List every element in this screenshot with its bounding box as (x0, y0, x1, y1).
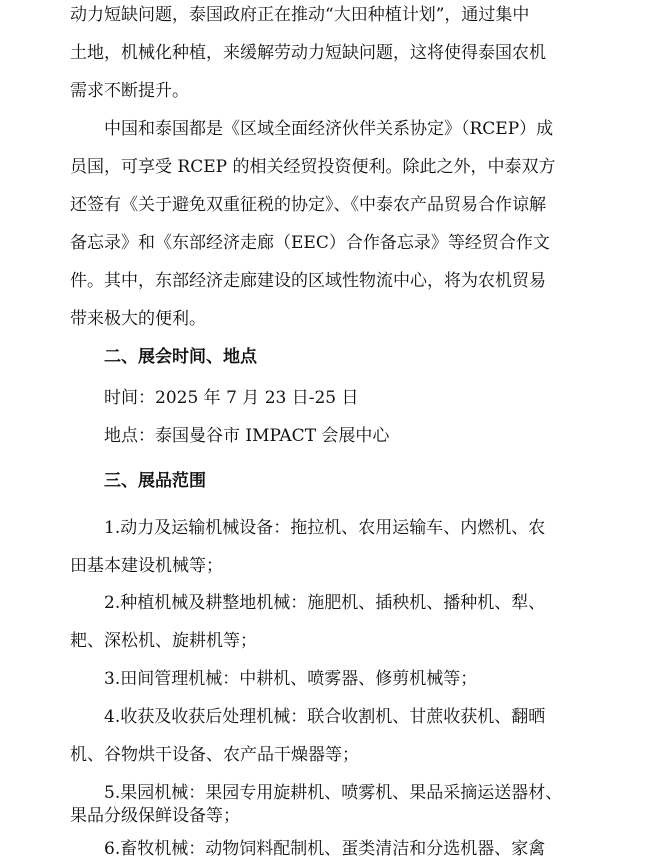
paragraph-2-line-6: 带来极大的便利。 (70, 309, 206, 329)
event-time: 时间：2025 年 7 月 23 日-25 日 (104, 388, 359, 408)
exhibit-item-5-line-1: 5.果园机械：果园专用旋耕机、喷雾机、果品采摘运送器材、 (104, 783, 563, 803)
paragraph-1-line-1: 动力短缺问题，泰国政府正在推动“大田种植计划”，通过集中 (70, 5, 530, 25)
exhibit-item-5-line-2: 果品分级保鲜设备等； (70, 806, 240, 826)
paragraph-1-line-3: 需求不断提升。 (70, 81, 189, 101)
exhibit-item-4-line-2: 机、谷物烘干设备、农产品干燥器等； (70, 745, 359, 765)
paragraph-2-line-1: 中国和泰国都是《区域全面经济伙伴关系协定》（RCEP）成 (104, 119, 554, 139)
exhibit-item-2-line-2: 耙、深松机、旋耕机等； (70, 631, 257, 651)
paragraph-2-line-3: 还签有《关于避免双重征税的协定》、《中泰农产品贸易合作谅解 (70, 195, 546, 215)
section-3-heading: 三、展品范围 (104, 471, 206, 491)
paragraph-2-line-2: 员国，可享受 RCEP 的相关经贸投资便利。除此之外，中泰双方 (70, 157, 556, 177)
exhibit-item-4-line-1: 4.收获及收获后处理机械：联合收割机、甘蔗收获机、翻晒 (104, 707, 546, 727)
paragraph-1-line-2: 土地，机械化种植，来缓解劳动力短缺问题，这将使得泰国农机 (70, 43, 546, 63)
event-location: 地点：泰国曼谷市 IMPACT 会展中心 (104, 426, 390, 446)
paragraph-2-line-4: 备忘录》和《东部经济走廊（EEC）合作备忘录》等经贸合作文 (70, 233, 550, 253)
exhibit-item-2-line-1: 2.种植机械及耕整地机械：施肥机、插秧机、播种机、犁、 (104, 593, 546, 613)
exhibit-item-1-line-1: 1.动力及运输机械设备：拖拉机、农用运输车、内燃机、农 (104, 518, 546, 538)
exhibit-item-6-line-1: 6.畜牧机械：动物饲料配制机、蛋类清洁和分选机器、家禽 (104, 839, 546, 859)
exhibit-item-3-line-1: 3.田间管理机械：中耕机、喷雾器、修剪机械等； (104, 669, 478, 689)
section-2-heading: 二、展会时间、地点 (104, 347, 257, 367)
exhibit-item-1-line-2: 田基本建设机械等； (70, 556, 223, 576)
paragraph-2-line-5: 件。其中，东部经济走廊建设的区域性物流中心，将为农机贸易 (70, 271, 546, 291)
